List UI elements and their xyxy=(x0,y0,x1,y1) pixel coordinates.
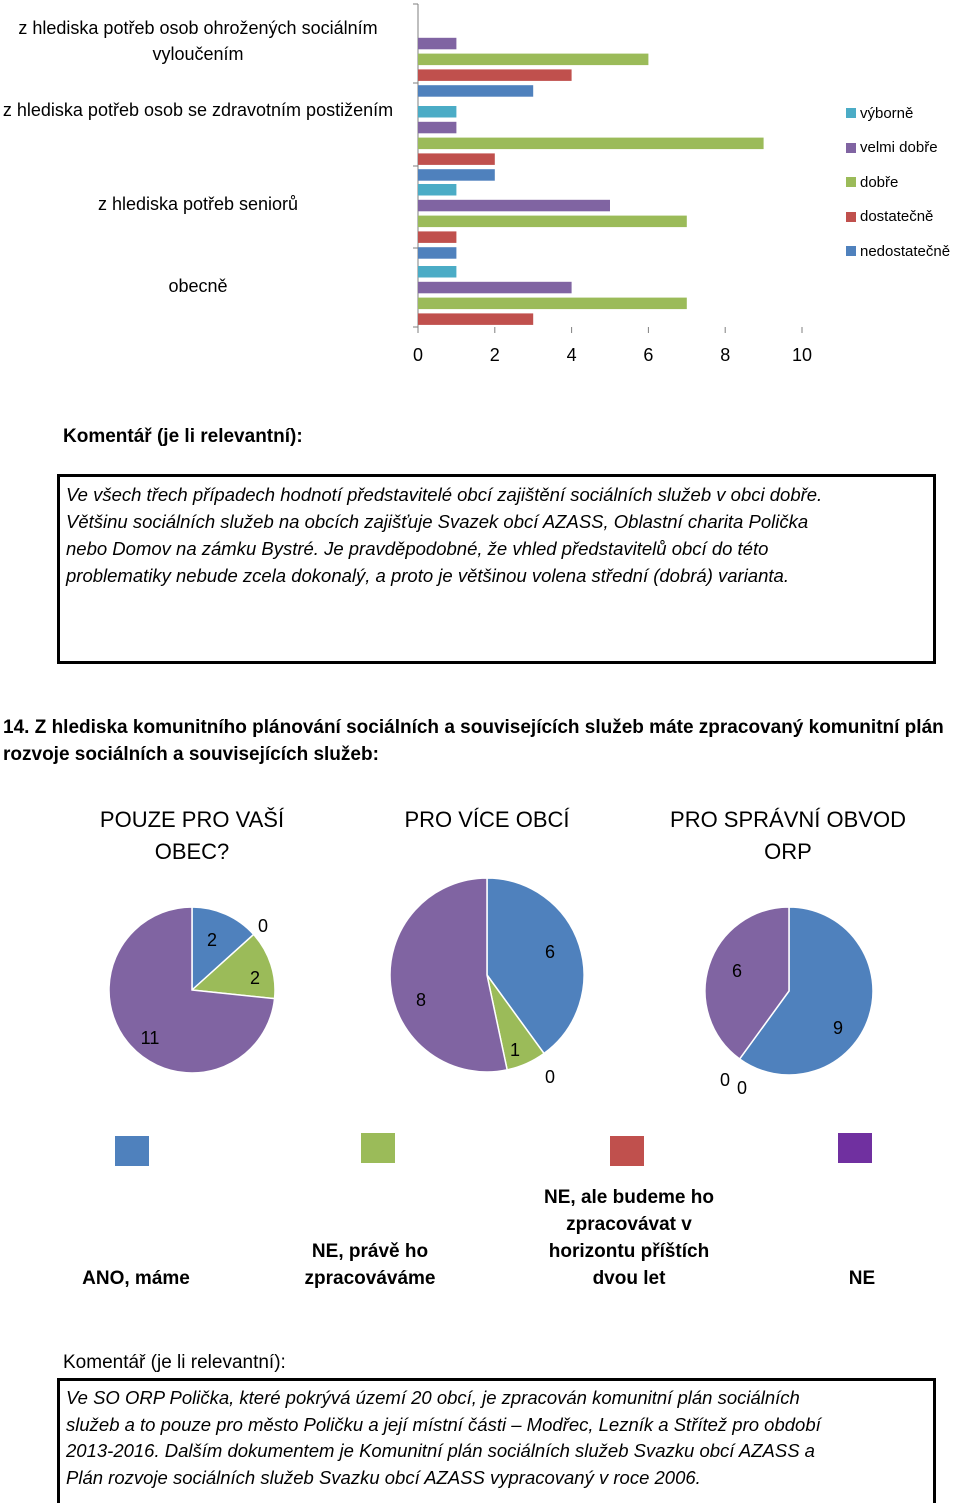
pie-data-label: 11 xyxy=(140,1028,160,1048)
bar xyxy=(418,38,456,50)
legend-label: výborně xyxy=(860,104,914,122)
comment-line: Ve SO ORP Polička, které pokrývá území 20 obcí, je zpracován komunitní plán sociálních xyxy=(66,1387,800,1408)
legend-label xyxy=(524,1184,734,1292)
bar xyxy=(418,266,456,278)
x-tick-label: 6 xyxy=(643,345,654,365)
comment-box xyxy=(57,474,936,664)
category-label: z hlediska potřeb seniorů xyxy=(97,194,299,214)
bar xyxy=(418,247,456,259)
legend-label: velmi dobře xyxy=(860,139,938,157)
pie-title xyxy=(92,804,292,868)
pie-title-line: OBEC? xyxy=(154,839,230,864)
legend-swatch xyxy=(838,1133,872,1163)
pie-data-label: 2 xyxy=(206,930,218,950)
bar xyxy=(418,153,495,165)
pie-data-label: 0 xyxy=(257,916,269,936)
bar xyxy=(418,216,687,228)
legend-swatch xyxy=(361,1133,395,1163)
legend-item xyxy=(846,131,950,166)
legend-swatch xyxy=(115,1136,149,1166)
legend-label: dobře xyxy=(860,173,899,191)
legend-label-line: ANO, máme xyxy=(82,1268,190,1289)
question-heading: 14. Z hlediska komunitního plánování sociálních a souvisejících služeb máte zpracovaný komunitní plán rozvoje sociálních a souvisejících služeb: xyxy=(3,717,944,765)
comment-line: Ve všech třech případech hodnotí představitelé obcí zajištění sociálních služeb v obci dobře. xyxy=(66,484,823,505)
legend-item xyxy=(846,234,950,269)
legend-swatch xyxy=(846,177,856,187)
bar xyxy=(418,54,648,66)
bar xyxy=(418,138,764,150)
comment-line: služeb a to pouze pro město Poličku a její místní části – Modřec, Lezník a Střítež pro období xyxy=(66,1413,821,1435)
x-tick-label: 10 xyxy=(791,345,813,365)
x-tick-label: 4 xyxy=(566,345,577,365)
x-tick-label: 2 xyxy=(489,345,500,365)
bar xyxy=(418,298,687,310)
bar xyxy=(418,184,456,196)
pie-title-line: POUZE PRO VAŠÍ xyxy=(99,807,285,832)
bar xyxy=(418,122,456,134)
bar-legend xyxy=(846,96,950,269)
x-tick-label: 0 xyxy=(412,345,424,365)
bar xyxy=(418,106,456,118)
legend-swatch xyxy=(846,108,856,118)
legend-swatch xyxy=(846,212,856,222)
x-tick-label: 8 xyxy=(720,345,731,365)
legend-label: nedostatečně xyxy=(860,242,951,260)
pie-data-label: 2 xyxy=(249,968,261,988)
legend-label: dostatečně xyxy=(860,208,934,226)
legend-label-line: zpracovávat v xyxy=(566,1214,692,1235)
pie-charts xyxy=(0,860,960,1120)
bar xyxy=(418,169,495,181)
pie-data-label: 1 xyxy=(509,1040,521,1060)
pie-data-label: 6 xyxy=(731,961,743,981)
pie-data-label: 9 xyxy=(832,1018,844,1038)
bar xyxy=(418,69,572,81)
legend-label-line: horizontu příštích xyxy=(548,1241,710,1262)
bar xyxy=(418,200,610,212)
bar-plot xyxy=(0,0,960,380)
comment-line: 2013-2016. Dalším dokumentem je Komunitní plán sociálních služeb Svazku obcí AZASS a xyxy=(66,1440,815,1461)
pie-data-label: 0 xyxy=(719,1070,731,1090)
comment-line: Většinu sociálních služeb na obcích zajišťuje Svazek obcí AZASS, Oblastní charita Polička xyxy=(66,511,809,532)
legend-item xyxy=(846,96,950,131)
comment-line: problematiky nebude zcela dokonalý, a proto je většinou volena střední (dobrá) varianta. xyxy=(66,565,789,586)
pie-title xyxy=(668,804,908,868)
legend-label-line: NE xyxy=(848,1268,876,1289)
category-label: z hlediska potřeb osob ohrožených sociálním vyloučením xyxy=(18,18,378,64)
legend-label xyxy=(280,1238,460,1292)
bar xyxy=(418,85,533,97)
pie-data-label: 0 xyxy=(736,1078,748,1098)
category-label: z hlediska potřeb osob se zdravotním postižením xyxy=(2,100,394,120)
legend-swatch xyxy=(846,143,856,153)
bar xyxy=(418,282,572,294)
comment-heading: Komentář (je li relevantní): xyxy=(63,426,303,447)
legend-label-line: dvou let xyxy=(592,1268,666,1289)
pie-title xyxy=(387,804,587,836)
legend-item xyxy=(846,165,950,200)
comment-line: nebo Domov na zámku Bystré. Je pravděpodobné, že vhled představitelů obcí do této xyxy=(66,538,769,559)
pie-title-line: PRO VÍCE OBCÍ xyxy=(404,807,570,832)
category-label: obecně xyxy=(168,276,228,296)
legend-label-line: NE, právě ho xyxy=(311,1241,429,1262)
pie-data-label: 0 xyxy=(544,1067,556,1087)
legend-swatch xyxy=(846,246,856,256)
comment-heading: Komentář (je li relevantní): xyxy=(63,1352,286,1373)
legend-label-line: zpracováváme xyxy=(304,1268,436,1289)
legend-label xyxy=(56,1265,216,1292)
legend-item xyxy=(846,200,950,235)
bar-chart xyxy=(0,0,960,380)
comment-line: Plán rozvoje sociálních služeb Svazku obcí AZASS vypracovaný v roce 2006. xyxy=(66,1466,701,1488)
bar xyxy=(418,313,533,325)
pie-title-line: PRO SPRÁVNÍ OBVOD xyxy=(670,807,906,832)
legend-swatch xyxy=(610,1136,644,1166)
pie-data-label: 8 xyxy=(415,990,427,1010)
pie-data-label: 6 xyxy=(544,942,556,962)
legend-label xyxy=(822,1265,902,1292)
pie-title-line: ORP xyxy=(764,839,812,864)
comment-box xyxy=(57,1378,936,1503)
legend-label-line: NE, ale budeme ho xyxy=(544,1187,714,1208)
bar xyxy=(418,231,456,243)
